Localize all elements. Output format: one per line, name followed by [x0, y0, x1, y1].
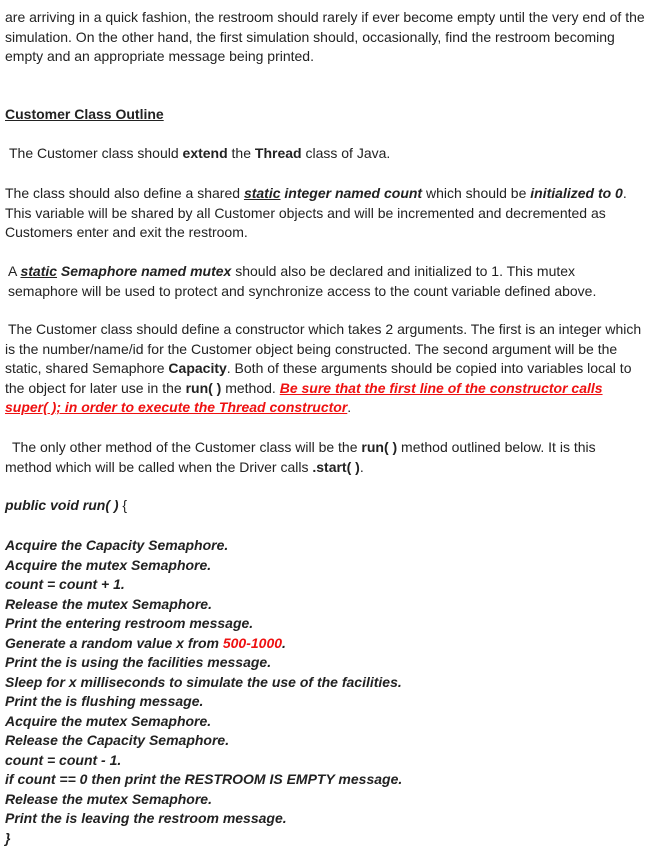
closing-brace: }: [5, 829, 11, 846]
count-paragraph: The class should also define a shared static integer named count which should be initialized to 0. This variable will be shared by all Customer objects and will be incremented and decremented as Customers enter and exit the restroom.: [5, 185, 627, 240]
code-line: Print the entering restroom message.: [5, 615, 254, 631]
code-line: count = count + 1.: [5, 576, 125, 592]
code-line: if count == 0 then print the RESTROOM IS EMPTY message.: [5, 771, 403, 787]
run-method-body: [5, 536, 402, 848]
run-paragraph: The only other method of the Customer class will be the run( ) method outlined below. It is this method which will be called when the Driver calls .start( ).: [5, 439, 596, 475]
random-range: 500-1000: [222, 634, 283, 651]
run-method-signature: public void run( ) {: [5, 497, 128, 513]
code-line: Release the mutex Semaphore.: [5, 595, 212, 612]
constructor-warning: Be sure that the first line of the constructor calls super( ); in order to execute the Thread constructor: [5, 379, 603, 415]
code-line: Acquire the mutex Semaphore.: [5, 556, 212, 573]
code-line: Print the is leaving the restroom message.: [5, 810, 287, 826]
mutex-paragraph: A static Semaphore named mutex should also be declared and initialized to 1. This mutex semaphore will be used to protect and synchronize access to the count variable defined above.: [8, 263, 597, 299]
code-line: Print the is flushing message.: [5, 693, 204, 709]
code-line-random: Generate a random value x from 500-1000.: [5, 634, 286, 651]
code-line: count = count - 1.: [5, 751, 122, 768]
code-line: Release the mutex Semaphore.: [5, 790, 212, 807]
code-line: Release the Capacity Semaphore.: [5, 732, 230, 748]
code-line: Sleep for x milliseconds to simulate the use of the facilities.: [5, 673, 402, 690]
code-line: Print the is using the facilities message.: [5, 654, 272, 670]
intro-paragraph: are arriving in a quick fashion, the restroom should rarely if ever become empty until the very end of the simulation. On the other hand, the first simulation should, occasionally, find the restroom becoming empty and an appropriate message being printed.: [5, 9, 645, 64]
section-heading: Customer Class Outline: [5, 106, 164, 122]
code-line: Acquire the Capacity Semaphore.: [5, 537, 229, 553]
constructor-paragraph: The Customer class should define a constructor which takes 2 arguments. The first is an integer which is the number/name/id for the Customer object being constructed. The second argument will be the static, shared Semaphore Capacity. Both of these arguments should be copied into variables local to the object for later use in the run( ) method. Be sure that the first line of the constructor calls super( ); in order to execute the Thread constructor.: [5, 321, 642, 415]
code-line: Acquire the mutex Semaphore.: [5, 712, 212, 729]
extend-paragraph: The Customer class should extend the Thread class of Java.: [9, 145, 391, 161]
